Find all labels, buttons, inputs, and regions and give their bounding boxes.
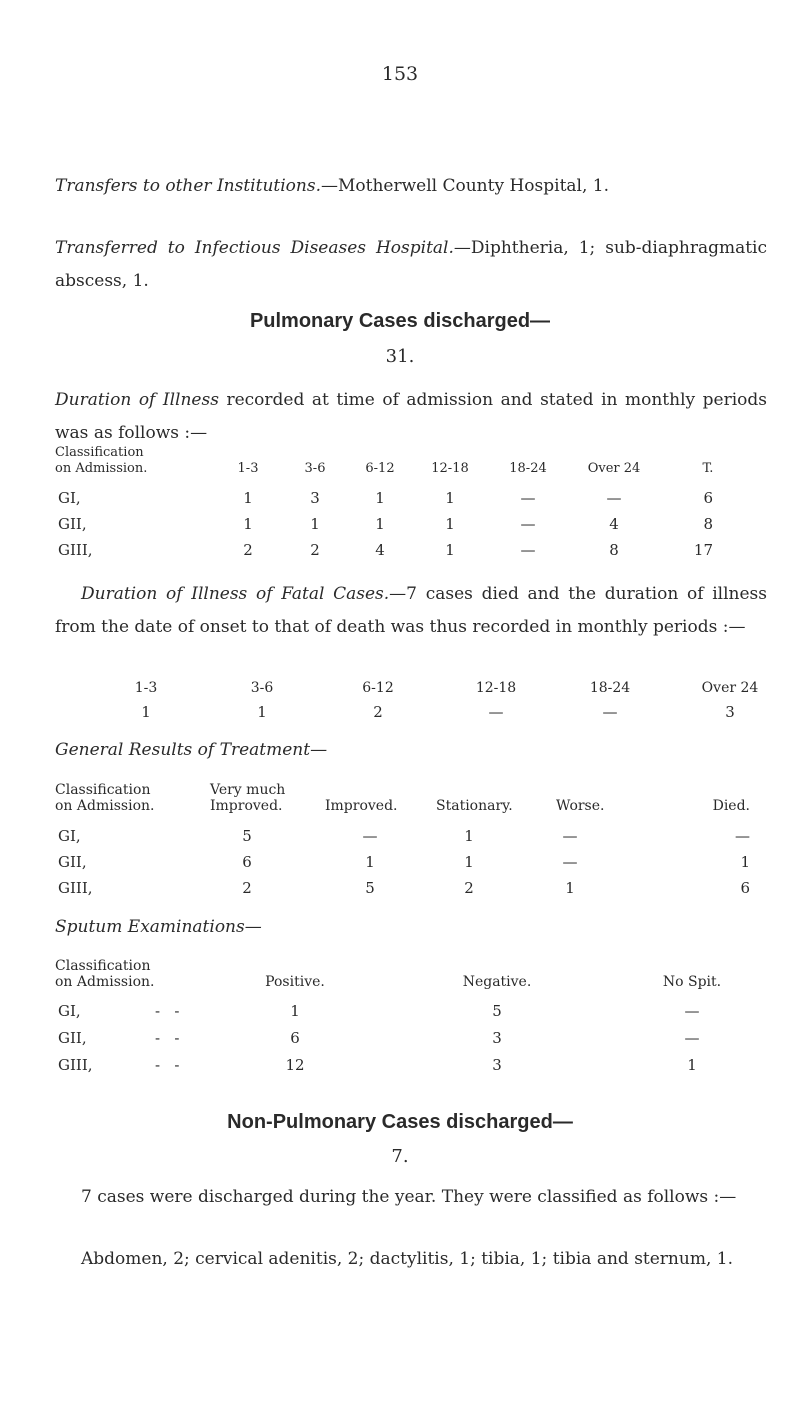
- table-cell: 1: [141, 703, 151, 721]
- table-header: Over 24: [587, 461, 641, 476]
- table-cell: 3: [492, 1056, 502, 1074]
- table-cell: 6: [290, 1029, 300, 1047]
- row-label: GII,: [58, 853, 87, 871]
- duration-fatal-paragraph: [55, 578, 767, 644]
- leader-dashes: - -: [155, 1056, 180, 1074]
- table-cell: 4: [375, 541, 385, 559]
- table-cell: 1: [365, 853, 375, 871]
- duration-illness-paragraph: [55, 384, 767, 450]
- table-cell: 1: [257, 703, 267, 721]
- pulmonary-heading: Pulmonary Cases discharged—: [249, 310, 551, 332]
- table-cell: 1: [565, 879, 575, 897]
- non-pulmonary-count: 7.: [391, 1146, 409, 1167]
- table-cell: 1: [445, 541, 455, 559]
- table-cell: 1: [290, 1002, 300, 1020]
- table-cell: —: [735, 827, 750, 845]
- leader-dashes: - -: [155, 1029, 180, 1047]
- table-cell: 1: [464, 853, 474, 871]
- table-cell: —: [562, 853, 578, 871]
- table-cell: 1: [740, 853, 750, 871]
- table-cell: 1: [375, 515, 385, 533]
- table-cell: 1: [445, 489, 455, 507]
- table-cell: 1: [375, 489, 385, 507]
- table-header: 18-24: [589, 680, 631, 696]
- table-header: Died.: [712, 798, 750, 814]
- table-header: Positive.: [265, 974, 325, 990]
- table-header: 18-24: [509, 461, 547, 476]
- table-header: Classification: [55, 445, 144, 460]
- table-cell: 2: [242, 879, 252, 897]
- table-cell: 5: [242, 827, 252, 845]
- table-header: 12-18: [475, 680, 517, 696]
- duration-illness-label: Duration of Illness: [55, 390, 219, 410]
- table-header: Stationary.: [436, 798, 513, 814]
- sputum-title: Sputum Examinations—: [55, 917, 262, 937]
- table-header: 3-6: [304, 461, 326, 476]
- table-cell: 5: [365, 879, 375, 897]
- duration-fatal-label: Duration of Illness of Fatal Cases.: [81, 584, 390, 604]
- table-cell: 1: [243, 489, 253, 507]
- table-header: on Admission.: [55, 974, 155, 990]
- row-label: GII,: [58, 1029, 87, 1047]
- table-cell: —: [684, 1002, 700, 1020]
- table-cell: 2: [243, 541, 253, 559]
- table-header: on Admission.: [55, 798, 155, 814]
- table-cell: 2: [464, 879, 474, 897]
- table-cell: —: [684, 1029, 700, 1047]
- transfers-label: Transfers to other Institutions.: [55, 176, 321, 196]
- row-label: GI,: [58, 489, 81, 507]
- table-cell: 3: [725, 703, 735, 721]
- table-cell: 1: [243, 515, 253, 533]
- table-header: Very much: [210, 782, 286, 798]
- table-header: T.: [702, 461, 714, 476]
- table-cell: 1: [310, 515, 320, 533]
- table-cell: 1: [464, 827, 474, 845]
- transferred-infectious-paragraph: [55, 232, 767, 298]
- table-cell: 1: [445, 515, 455, 533]
- table-cell: 5: [492, 1002, 502, 1020]
- table-cell: —: [520, 541, 536, 559]
- table-header: Improved.: [210, 798, 283, 814]
- duration-fatal-text: —7 cases died and the duration of illness from the date of onset to that of death was thus recorded in monthly periods :—: [55, 584, 768, 637]
- table-header: Classification: [55, 958, 151, 974]
- table-cell: 6: [703, 489, 713, 507]
- general-results-title: General Results of Treatment—: [55, 740, 328, 760]
- table-cell: —: [606, 489, 622, 507]
- row-label: GIII,: [58, 879, 93, 897]
- table-cell: 3: [492, 1029, 502, 1047]
- table-header: 6-12: [365, 461, 395, 476]
- leader-dashes: - -: [155, 1002, 180, 1020]
- row-label: GIII,: [58, 541, 93, 559]
- table-cell: 4: [609, 515, 619, 533]
- table-cell: —: [520, 489, 536, 507]
- row-label: GII,: [58, 515, 87, 533]
- non-pulmonary-sites: Abdomen, 2; cervical adenitis, 2; dactylitis, 1; tibia, 1; tibia and sternum, 1.: [81, 1249, 733, 1269]
- table-cell: —: [362, 827, 378, 845]
- table-cell: 2: [373, 703, 383, 721]
- table-cell: —: [562, 827, 578, 845]
- table-cell: 2: [310, 541, 320, 559]
- table-cell: 8: [703, 515, 713, 533]
- table-header: Improved.: [325, 798, 398, 814]
- table-cell: —: [520, 515, 536, 533]
- transferred-infectious-text: —Diphtheria, 1; sub-diaphragmatic abscess, 1.: [55, 238, 768, 291]
- duration-illness-text: recorded at time of admission and stated in monthly periods was as follows :—: [55, 390, 767, 443]
- page-number: 153: [381, 63, 419, 85]
- table-header: 12-18: [431, 461, 469, 476]
- table-header: Worse.: [556, 798, 605, 814]
- table-header: on Admission.: [55, 461, 148, 476]
- table-cell: 6: [242, 853, 252, 871]
- table-cell: —: [488, 703, 504, 721]
- table-cell: 12: [285, 1056, 305, 1074]
- row-label: GIII,: [58, 1056, 93, 1074]
- non-pulmonary-paragraph: 7 cases were discharged during the year. They were classified as follows :—: [81, 1187, 737, 1207]
- table-header: 3-6: [250, 680, 274, 696]
- table-cell: 6: [740, 879, 750, 897]
- pulmonary-count: 31.: [385, 346, 415, 367]
- table-header: 1-3: [237, 461, 259, 476]
- table-cell: 1: [687, 1056, 697, 1074]
- table-cell: —: [602, 703, 618, 721]
- non-pulmonary-heading: Non-Pulmonary Cases discharged—: [227, 1111, 573, 1133]
- transferred-infectious-label: Transferred to Infectious Diseases Hospital.: [55, 238, 454, 258]
- table-cell: 3: [310, 489, 320, 507]
- row-label: GI,: [58, 1002, 81, 1020]
- table-header: No Spit.: [662, 974, 722, 990]
- transfers-text: —Motherwell County Hospital, 1.: [320, 176, 609, 196]
- table-header: Negative.: [462, 974, 532, 990]
- table-header: 6-12: [362, 680, 394, 696]
- table-header: Over 24: [701, 680, 759, 696]
- table-cell: 17: [693, 541, 713, 559]
- table-cell: 8: [609, 541, 619, 559]
- table-header: 1-3: [134, 680, 158, 696]
- row-label: GI,: [58, 827, 81, 845]
- table-header: Classification: [55, 782, 151, 798]
- transfers-paragraph: [55, 170, 767, 203]
